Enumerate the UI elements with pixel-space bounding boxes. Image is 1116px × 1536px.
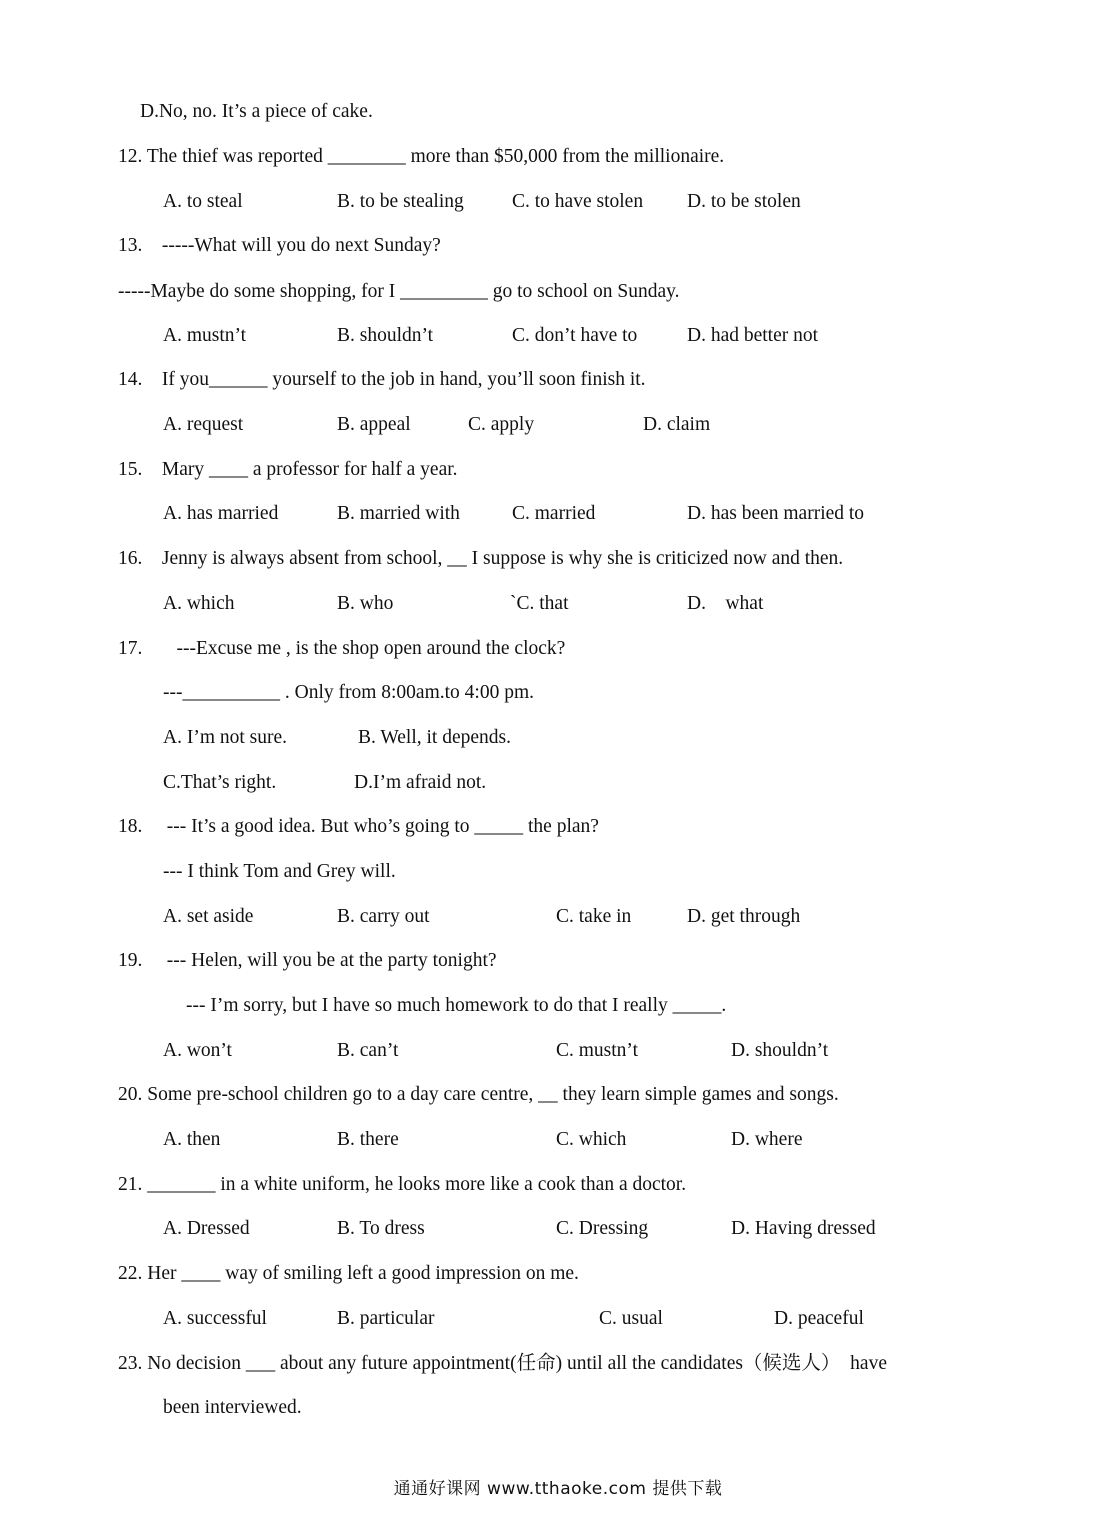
q18-option-a: A. set aside xyxy=(163,906,254,927)
question-13-reply: -----Maybe do some shopping, for I _________ go to school on Sunday. xyxy=(118,281,680,302)
q15-option-c: C. married xyxy=(512,503,596,524)
question-13: 13. -----What will you do next Sunday? xyxy=(118,235,441,256)
question-17: 17. ---Excuse me , is the shop open around the clock? xyxy=(118,638,566,659)
q18-option-b: B. carry out xyxy=(337,906,430,927)
q15-option-d: D. has been married to xyxy=(687,503,865,524)
question-20: 20. Some pre-school children go to a day care centre, __ they learn simple games and songs. xyxy=(118,1084,839,1105)
q14-option-b: B. appeal xyxy=(337,414,411,435)
question-16: 16. Jenny is always absent from school, __ I suppose is why she is criticized now and then. xyxy=(118,548,844,569)
question-18: 18. --- It’s a good idea. But who’s going to _____ the plan? xyxy=(118,816,599,837)
q12-option-a: A. to steal xyxy=(163,191,243,212)
q22-option-c: C. usual xyxy=(599,1308,663,1329)
q14-option-d: D. claim xyxy=(643,414,711,435)
q12-option-d: D. to be stolen xyxy=(687,191,801,212)
question-17-reply: ---__________ . Only from 8:00am.to 4:00 pm. xyxy=(163,682,535,703)
q12-option-b: B. to be stealing xyxy=(337,191,464,212)
q16-option-a: A. which xyxy=(163,593,235,614)
q20-option-c: C. which xyxy=(556,1129,627,1150)
q20-option-b: B. there xyxy=(337,1129,399,1150)
question-21: 21. _______ in a white uniform, he looks more like a cook than a doctor. xyxy=(118,1174,687,1195)
q21-option-c: C. Dressing xyxy=(556,1218,649,1239)
question-12: 12. The thief was reported ________ more than $50,000 from the millionaire. xyxy=(118,146,725,167)
q16-option-b: B. who xyxy=(337,593,394,614)
q15-option-a: A. has married xyxy=(163,503,279,524)
q21-option-b: B. To dress xyxy=(337,1218,425,1239)
question-23: 23. No decision ___ about any future appointment(任命) until all the candidates（候选人） have xyxy=(118,1353,887,1374)
q14-option-c: C. apply xyxy=(468,414,535,435)
q22-option-d: D. peaceful xyxy=(774,1308,864,1329)
question-22: 22. Her ____ way of smiling left a good impression on me. xyxy=(118,1263,579,1284)
q19-option-d: D. shouldn’t xyxy=(731,1040,829,1061)
q13-option-a: A. mustn’t xyxy=(163,325,247,346)
q19-option-a: A. won’t xyxy=(163,1040,232,1061)
question-14: 14. If you______ yourself to the job in hand, you’ll soon finish it. xyxy=(118,369,646,390)
q12-option-c: C. to have stolen xyxy=(512,191,644,212)
q11-option-d: D.No, no. It’s a piece of cake. xyxy=(140,101,373,122)
question-15: 15. Mary ____ a professor for half a year. xyxy=(118,459,458,480)
q18-option-d: D. get through xyxy=(687,906,801,927)
question-19-reply: --- I’m sorry, but I have so much homework to do that I really _____. xyxy=(186,995,727,1016)
question-19: 19. --- Helen, will you be at the party tonight? xyxy=(118,950,497,971)
q16-option-d: D. what xyxy=(687,593,764,614)
q19-option-b: B. can’t xyxy=(337,1040,399,1061)
q22-option-a: A. successful xyxy=(163,1308,267,1329)
q16-option-c: `C. that xyxy=(510,593,569,614)
page-footer: 通通好课网 www.tthaoke.com 提供下载 xyxy=(393,1479,723,1499)
q19-option-c: C. mustn’t xyxy=(556,1040,638,1061)
q14-option-a: A. request xyxy=(163,414,244,435)
question-23-cont: been interviewed. xyxy=(163,1397,302,1418)
q13-option-b: B. shouldn’t xyxy=(337,325,434,346)
q20-option-d: D. where xyxy=(731,1129,803,1150)
q15-option-b: B. married with xyxy=(337,503,460,524)
q18-option-c: C. take in xyxy=(556,906,632,927)
q21-option-a: A. Dressed xyxy=(163,1218,250,1239)
q17-option-d: D.I’m afraid not. xyxy=(354,772,487,793)
q17-option-a: A. I’m not sure. xyxy=(163,727,288,748)
question-18-reply: --- I think Tom and Grey will. xyxy=(163,861,396,882)
q17-option-c: C.That’s right. xyxy=(163,772,277,793)
q13-option-c: C. don’t have to xyxy=(512,325,638,346)
q20-option-a: A. then xyxy=(163,1129,221,1150)
q13-option-d: D. had better not xyxy=(687,325,819,346)
q22-option-b: B. particular xyxy=(337,1308,435,1329)
q17-option-b: B. Well, it depends. xyxy=(358,727,511,748)
q21-option-d: D. Having dressed xyxy=(731,1218,876,1239)
